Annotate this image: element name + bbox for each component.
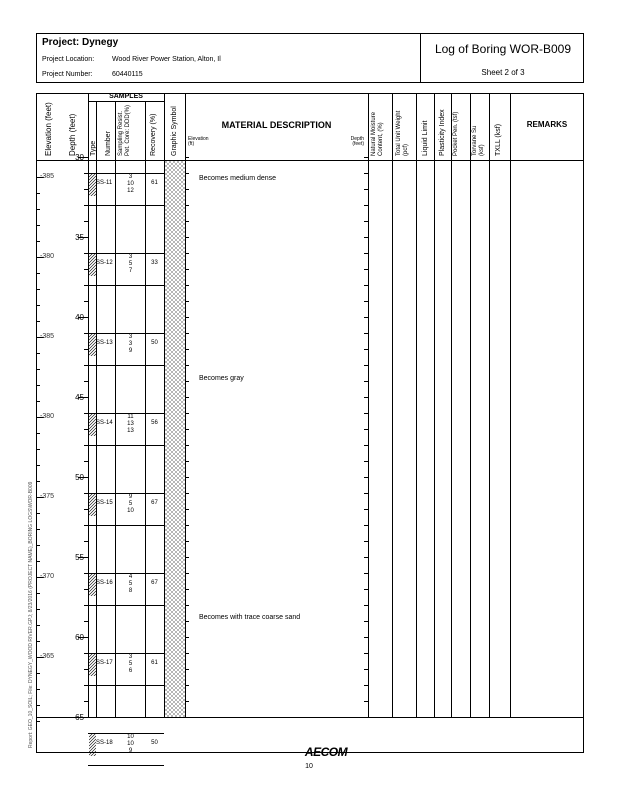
depth-label: 50 — [75, 473, 84, 482]
sample-blow-count: 7 — [128, 268, 133, 274]
sample-recovery: 67 — [151, 500, 158, 506]
elevation-label: -385 — [40, 333, 55, 340]
elevation-tick — [36, 641, 40, 642]
header-type: Type — [90, 140, 97, 156]
desc-tick — [185, 589, 189, 590]
elevation-tick — [36, 689, 40, 690]
sample-number: SS-16 — [96, 580, 113, 586]
desc-tick-right — [364, 381, 368, 382]
sample-blow-count: 10 — [127, 508, 134, 514]
desc-tick — [185, 349, 189, 350]
sample-recovery: 50 — [151, 740, 158, 746]
sample-number: SS-18 — [96, 740, 113, 746]
depth-label: 30 — [75, 153, 84, 162]
elevation-tick — [36, 449, 40, 450]
description-3: Becomes with trace coarse sand — [199, 614, 301, 621]
elevation-tick — [36, 289, 40, 290]
depth-label: 45 — [75, 393, 84, 402]
elevation-tick — [36, 193, 40, 194]
desc-tick-right — [364, 237, 368, 238]
desc-tick — [185, 429, 189, 430]
depth-tick — [84, 509, 88, 510]
sample-blow-count: 3 — [128, 254, 133, 260]
desc-tick — [185, 173, 189, 174]
desc-tick-right — [364, 541, 368, 542]
elevation-tick — [36, 385, 40, 386]
sample-blow-count: 13 — [127, 428, 134, 434]
desc-tick-right — [364, 589, 368, 590]
col-line-14 — [510, 93, 511, 717]
sample-recovery: 50 — [151, 340, 158, 346]
elevation-tick — [36, 273, 40, 274]
header-elevation-small: Elevation (ft) — [188, 136, 209, 147]
sample-blow-count: 8 — [128, 588, 133, 594]
depth-tick — [84, 621, 88, 622]
desc-tick — [185, 621, 189, 622]
desc-tick — [185, 253, 189, 254]
sample-row-line — [88, 605, 164, 606]
desc-tick — [185, 557, 189, 558]
sample-blow-count: 4 — [128, 574, 133, 580]
sample-blow-count: 13 — [127, 421, 134, 427]
sampler-type-icon — [89, 174, 96, 196]
depth-tick — [84, 381, 88, 382]
desc-tick — [185, 493, 189, 494]
sample-blow-count: 3 — [128, 334, 133, 340]
depth-tick — [84, 189, 88, 190]
header-material: MATERIAL DESCRIPTION — [221, 120, 332, 130]
samples-group-label: SAMPLES — [109, 93, 143, 100]
desc-tick — [185, 525, 189, 526]
sample-blow-count: 5 — [128, 501, 133, 507]
elevation-tick — [36, 305, 40, 306]
elevation-label: -380 — [40, 413, 55, 420]
elevation-tick — [36, 721, 40, 722]
desc-tick — [185, 381, 189, 382]
sample-number: SS-12 — [96, 260, 113, 266]
project-number-label: Project Number: — [42, 71, 93, 78]
header-plasticity: Plasticity Index — [439, 109, 446, 156]
elevation-label: -375 — [40, 493, 55, 500]
sample-row-line — [88, 205, 164, 206]
header-graphic: Graphic Symbol — [171, 106, 178, 156]
sample-row-line — [88, 365, 164, 366]
depth-tick — [84, 269, 88, 270]
desc-tick — [185, 717, 189, 718]
sample-row-line — [88, 445, 164, 446]
sample-recovery: 67 — [151, 580, 158, 586]
elevation-tick — [36, 465, 40, 466]
footer-rule-right — [356, 752, 426, 753]
sample-row-line — [88, 285, 164, 286]
header-liquid-limit: Liquid Limit — [422, 120, 429, 156]
elevation-tick — [36, 705, 40, 706]
desc-tick — [185, 573, 189, 574]
desc-tick-right — [364, 445, 368, 446]
desc-tick — [185, 605, 189, 606]
desc-tick-right — [364, 637, 368, 638]
graphic-symbol-column — [165, 161, 185, 717]
sample-recovery: 61 — [151, 660, 158, 666]
log-title: Log of Boring WOR-B009 — [434, 42, 572, 56]
desc-tick — [185, 637, 189, 638]
desc-tick-right — [364, 157, 368, 158]
desc-tick — [185, 157, 189, 158]
desc-tick-right — [364, 317, 368, 318]
desc-tick-right — [364, 365, 368, 366]
depth-label: 60 — [75, 633, 84, 642]
header-torvane: Torvane Su (ksf) — [472, 125, 485, 156]
sample-blow-count: 12 — [127, 188, 134, 194]
desc-tick-right — [364, 349, 368, 350]
desc-tick-right — [364, 205, 368, 206]
depth-label: 40 — [75, 313, 84, 322]
sample-row-line — [88, 765, 164, 766]
elevation-tick — [36, 433, 40, 434]
elevation-label: -380 — [40, 253, 55, 260]
depth-tick — [84, 429, 88, 430]
desc-tick-right — [364, 653, 368, 654]
elevation-label: -370 — [40, 573, 55, 580]
desc-tick — [185, 301, 189, 302]
elevation-tick — [36, 593, 40, 594]
desc-tick-right — [364, 301, 368, 302]
desc-tick — [185, 285, 189, 286]
col-line-6 — [185, 93, 186, 717]
col-line-10 — [434, 93, 435, 717]
sampler-type-icon — [89, 654, 96, 676]
desc-tick-right — [364, 397, 368, 398]
depth-tick — [84, 701, 88, 702]
desc-tick — [185, 221, 189, 222]
sample-recovery: 56 — [151, 420, 158, 426]
col-line-9 — [416, 93, 417, 717]
desc-tick — [185, 477, 189, 478]
desc-tick-right — [364, 477, 368, 478]
depth-tick — [84, 301, 88, 302]
depth-tick — [84, 589, 88, 590]
sample-blow-count: 5 — [128, 661, 133, 667]
elevation-tick — [36, 513, 40, 514]
desc-tick-right — [364, 269, 368, 270]
desc-tick-right — [364, 253, 368, 254]
sample-blow-count: 5 — [128, 261, 133, 267]
footer-rule-left — [226, 752, 296, 753]
desc-tick — [185, 445, 189, 446]
sampler-type-icon — [89, 574, 96, 596]
desc-tick-right — [364, 621, 368, 622]
sample-blow-count: 6 — [128, 668, 133, 674]
column-header-bottom — [36, 160, 584, 161]
sample-number: SS-15 — [96, 500, 113, 506]
description-1: Becomes medium dense — [199, 175, 277, 182]
sample-number: SS-11 — [96, 180, 113, 186]
col-line-12 — [470, 93, 471, 717]
sample-blow-count: 9 — [128, 348, 133, 354]
header-pocket-pen: Pocket Pen. (tsf) — [453, 111, 459, 156]
elevation-tick — [36, 321, 40, 322]
depth-tick — [84, 541, 88, 542]
aecom-logo: AECOM — [304, 745, 348, 759]
desc-tick — [185, 413, 189, 414]
sheet-number: Sheet 2 of 3 — [481, 68, 525, 77]
desc-tick — [185, 189, 189, 190]
col-line-7 — [368, 93, 369, 717]
header-number: Number — [105, 131, 112, 156]
elevation-tick — [36, 353, 40, 354]
sampler-type-icon — [89, 414, 96, 436]
col-line-13 — [489, 93, 490, 717]
desc-tick-right — [364, 573, 368, 574]
data-bottom — [36, 717, 584, 718]
desc-tick — [185, 509, 189, 510]
depth-tick — [84, 461, 88, 462]
desc-tick — [185, 237, 189, 238]
elevation-label: -365 — [40, 653, 55, 660]
elevation-tick — [36, 545, 40, 546]
desc-tick — [185, 541, 189, 542]
sample-blow-count: 3 — [128, 654, 133, 660]
depth-label: 35 — [75, 233, 84, 242]
page-number: 10 — [305, 763, 313, 770]
elevation-tick — [36, 609, 40, 610]
header-txll: TXLL (ksf) — [495, 123, 502, 156]
sample-blow-count: 9 — [128, 748, 133, 754]
elevation-tick — [36, 241, 40, 242]
header-blows: Sampling Resist. Pet. Core: DDD(%) — [118, 104, 131, 156]
desc-tick-right — [364, 525, 368, 526]
project-number-value: 60440115 — [112, 71, 143, 78]
desc-tick-right — [364, 557, 368, 558]
col-line-11 — [451, 93, 452, 717]
header-unit-weight: Total Unit Weight (pcf) — [396, 110, 409, 156]
sampler-type-icon — [89, 254, 96, 276]
sample-recovery: 33 — [151, 260, 158, 266]
desc-tick-right — [364, 285, 368, 286]
header-depth: Depth (feet) — [68, 113, 77, 156]
elevation-label: -385 — [40, 173, 55, 180]
desc-tick — [185, 317, 189, 318]
sample-recovery: 61 — [151, 180, 158, 186]
desc-tick — [185, 333, 189, 334]
sample-number: SS-13 — [96, 340, 113, 346]
depth-label: 55 — [75, 553, 84, 562]
desc-tick-right — [364, 333, 368, 334]
desc-tick-right — [364, 429, 368, 430]
sample-blow-count: 10 — [127, 741, 134, 747]
header-recovery: Recovery (%) — [150, 113, 157, 156]
col-line-8 — [392, 93, 393, 717]
header-depth-small: Depth (feet) — [350, 136, 364, 147]
desc-tick — [185, 701, 189, 702]
side-note: Report: GEO_10_SOIL; File: DYNEGY_WOOD RIVER.GPJ; 8/23/2016 (PROJECT NAME)_BORING LOGS\WOR-B009 — [28, 481, 34, 748]
elevation-tick — [36, 481, 40, 482]
desc-tick-right — [364, 717, 368, 718]
desc-tick-right — [364, 669, 368, 670]
project-location-value: Wood River Power Station, Alton, Il — [112, 56, 221, 63]
desc-tick-right — [364, 685, 368, 686]
col-line-2 — [96, 101, 97, 717]
elevation-tick — [36, 625, 40, 626]
samples-group-line — [88, 101, 164, 102]
desc-tick-right — [364, 605, 368, 606]
sample-blow-count: 11 — [127, 414, 134, 420]
depth-tick — [84, 221, 88, 222]
sampler-type-icon — [89, 734, 96, 756]
desc-tick — [185, 365, 189, 366]
desc-tick — [185, 269, 189, 270]
desc-tick — [185, 669, 189, 670]
desc-tick — [185, 461, 189, 462]
elevation-tick — [36, 225, 40, 226]
desc-tick-right — [364, 493, 368, 494]
sample-blow-count: 9 — [128, 494, 133, 500]
desc-tick — [185, 205, 189, 206]
project-title: Project: Dynegy — [42, 37, 119, 48]
desc-tick-right — [364, 189, 368, 190]
sample-number: SS-17 — [96, 660, 113, 666]
depth-tick — [84, 669, 88, 670]
sample-number: SS-14 — [96, 420, 113, 426]
sample-blow-count: 10 — [127, 734, 134, 740]
sample-row-line — [88, 685, 164, 686]
elevation-tick — [36, 561, 40, 562]
desc-tick — [185, 685, 189, 686]
col-line-4 — [145, 101, 146, 717]
project-location-label: Project Location: — [42, 56, 95, 63]
elevation-tick — [36, 369, 40, 370]
sampler-type-icon — [89, 334, 96, 356]
header-moisture: Natural Moisture Content, (%) — [371, 111, 384, 156]
sample-row-line — [88, 525, 164, 526]
desc-tick-right — [364, 509, 368, 510]
description-2: Becomes gray — [199, 375, 244, 382]
depth-label: 65 — [75, 713, 84, 722]
sample-blow-count: 5 — [128, 581, 133, 587]
elevation-tick — [36, 673, 40, 674]
desc-tick — [185, 653, 189, 654]
sample-blow-count: 3 — [128, 341, 133, 347]
desc-tick-right — [364, 173, 368, 174]
header-remarks: REMARKS — [526, 120, 568, 129]
sample-blow-count: 10 — [127, 181, 134, 187]
header-elevation: Elevation (feet) — [44, 102, 53, 156]
elevation-tick — [36, 401, 40, 402]
elevation-tick — [36, 209, 40, 210]
sample-blow-count: 3 — [128, 174, 133, 180]
desc-tick-right — [364, 461, 368, 462]
desc-tick-right — [364, 413, 368, 414]
depth-tick — [84, 349, 88, 350]
desc-tick — [185, 397, 189, 398]
sampler-type-icon — [89, 494, 96, 516]
header-divider — [420, 33, 421, 83]
desc-tick-right — [364, 701, 368, 702]
desc-tick-right — [364, 221, 368, 222]
elevation-tick — [36, 529, 40, 530]
